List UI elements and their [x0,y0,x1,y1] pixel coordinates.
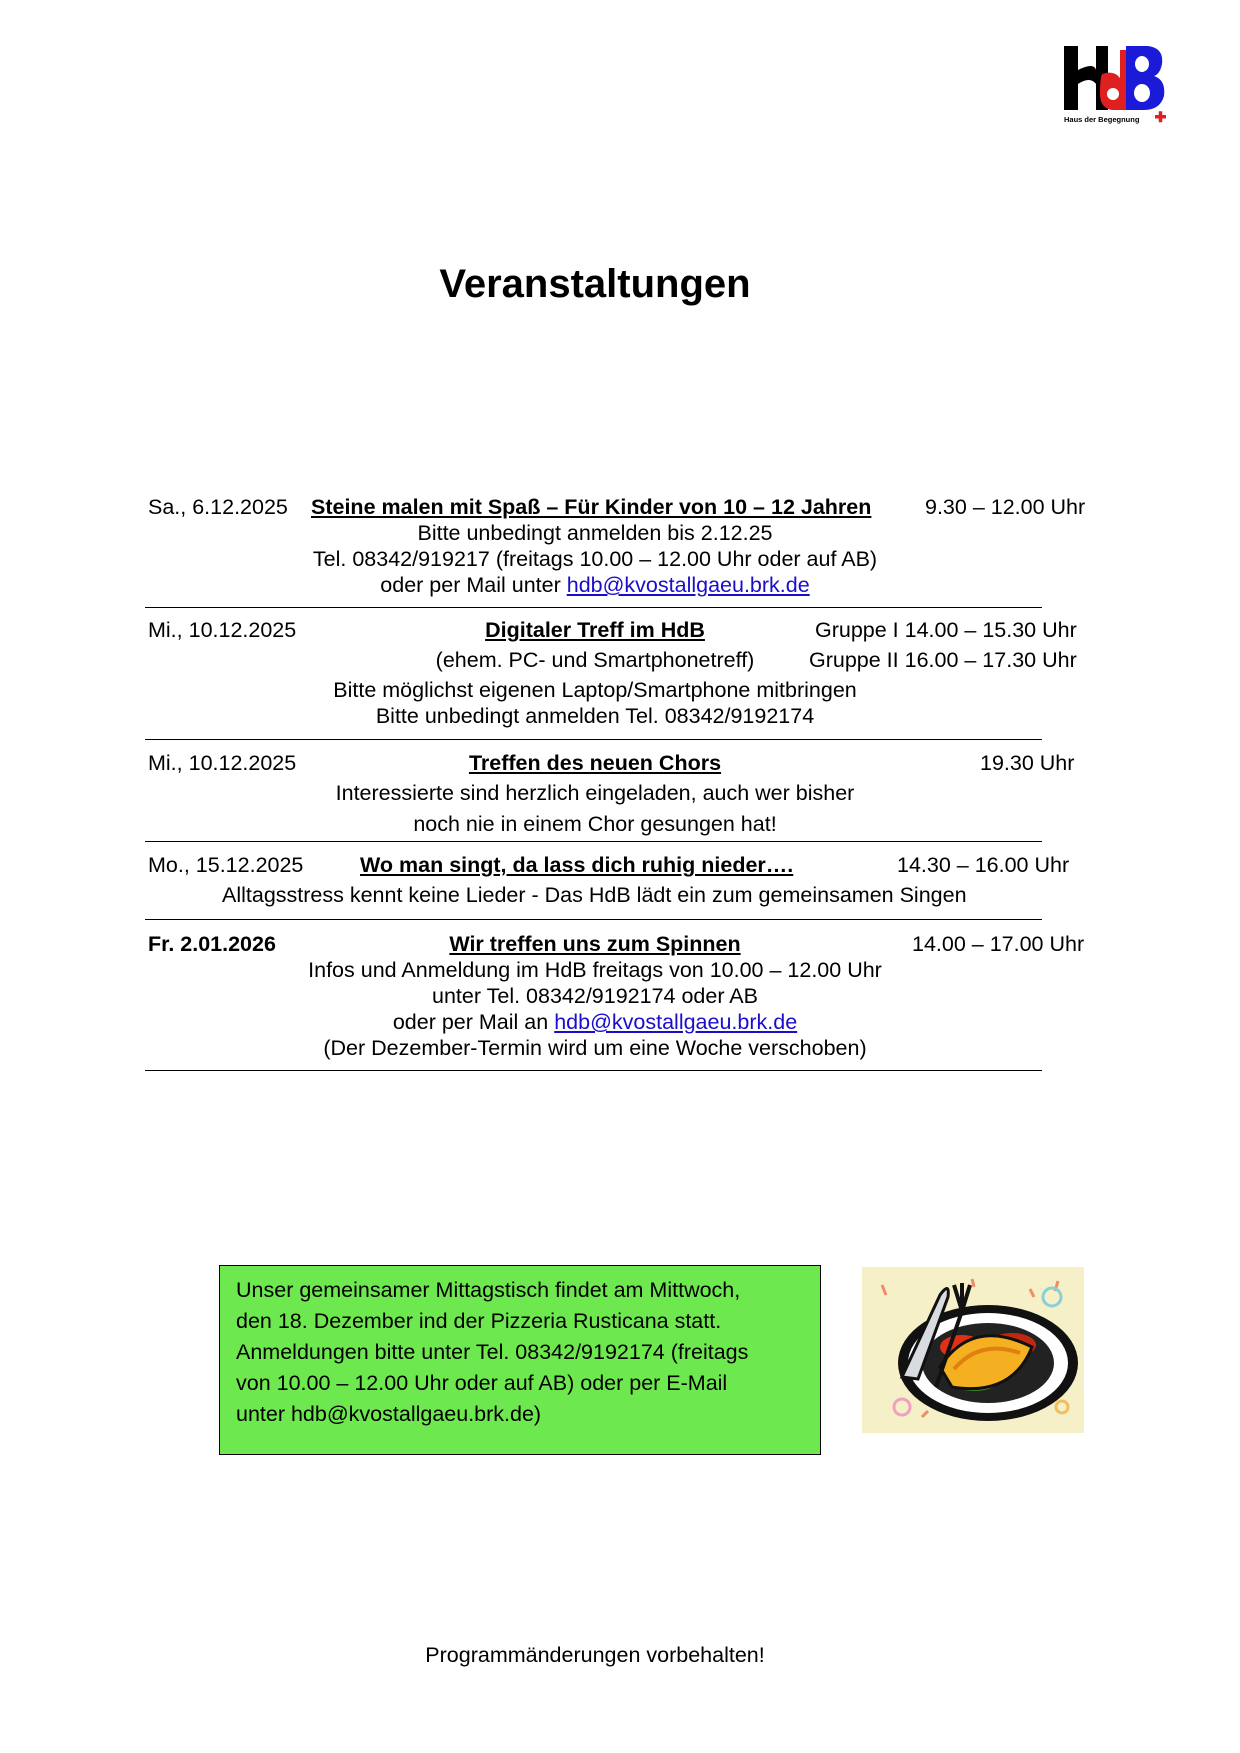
lunch-line-5: unter hdb@kvostallgaeu.brk.de) [236,1402,542,1426]
event-5-info-1: Infos und Anmeldung im HdB freitags von 10.00 – 12.00 Uhr [308,958,882,982]
event-1-email-link[interactable]: hdb@kvostallgaeu.brk.de [566,573,810,597]
event-5-title: Wir treffen uns zum Spinnen [449,932,741,956]
event-2-time-group-2: Gruppe II 16.00 – 17.30 Uhr [809,648,1077,672]
event-5-email-link[interactable]: hdb@kvostallgaeu.brk.de [554,1010,798,1034]
event-2-title: Digitaler Treff im HdB [485,618,705,642]
hdb-logo-graphic [1060,40,1170,130]
event-2-time-group-1: Gruppe I 14.00 – 15.30 Uhr [815,618,1077,642]
hdb-logo [1060,40,1170,130]
event-1-info-3 [130,572,1060,598]
event-1-info-1: Bitte unbedingt anmelden bis 2.12.25 [417,521,773,545]
event-1-title: Steine malen mit Spaß – Für Kinder von 10 – 12 Jahren [311,495,872,519]
event-1-mail-prefix: oder per Mail unter [380,573,561,597]
page-title: Veranstaltungen [439,262,751,306]
event-5-info-3 [130,1009,1060,1035]
event-4-time: 14.30 – 16.00 Uhr [897,853,1070,877]
divider [145,841,1042,842]
event-1-info-2: Tel. 08342/919217 (freitags 10.00 – 12.00 Uhr oder auf AB) [312,547,878,571]
event-1-time: 9.30 – 12.00 Uhr [925,495,1086,519]
lunch-line-3: Anmeldungen bitte unter Tel. 08342/9192174 (freitags [236,1340,749,1364]
divider [145,1070,1042,1071]
lunch-info-box [219,1265,821,1455]
event-2-info-2: Bitte unbedingt anmelden Tel. 08342/9192174 [375,704,815,728]
event-3-info-1: Interessierte sind herzlich eingeladen, auch wer bisher [335,781,855,805]
footer-note: Programmänderungen vorbehalten! [425,1643,765,1667]
event-3-info-2: noch nie in einem Chor gesungen hat! [413,812,777,836]
event-5-date: Fr. 2.01.2026 [148,932,276,956]
event-4-info-1: Alltagsstress kennt keine Lieder - Das HdB lädt ein zum gemeinsamen Singen [222,883,967,907]
logo-subtitle: Haus der Begegnung [1064,115,1140,124]
event-5-time: 14.00 – 17.00 Uhr [912,932,1085,956]
event-5-info-2: unter Tel. 08342/9192174 oder AB [432,984,758,1008]
event-3-time: 19.30 Uhr [980,751,1075,775]
event-2-subtitle: (ehem. PC- und Smartphonetreff) [435,648,755,672]
event-5-mail-prefix: oder per Mail an [392,1010,549,1034]
divider [145,739,1042,740]
lunch-line-1: Unser gemeinsamer Mittagstisch findet am Mittwoch, [236,1278,741,1302]
event-5-info-4: (Der Dezember-Termin wird um eine Woche verschoben) [323,1036,867,1060]
lunch-line-4: von 10.00 – 12.00 Uhr oder auf AB) oder per E-Mail [236,1371,728,1395]
food-plate-icon [862,1267,1084,1433]
event-2-date: Mi., 10.12.2025 [148,618,297,642]
event-3-date: Mi., 10.12.2025 [148,751,297,775]
event-4-date: Mo., 15.12.2025 [148,853,304,877]
event-1-date: Sa., 6.12.2025 [148,495,288,519]
divider [145,607,1042,608]
divider [145,919,1042,920]
event-3-title: Treffen des neuen Chors [468,751,722,775]
event-4-title: Wo man singt, da lass dich ruhig nieder…. [360,853,794,877]
lunch-line-2: den 18. Dezember ind der Pizzeria Rusticana statt. [236,1309,722,1333]
event-2-info-1: Bitte möglichst eigenen Laptop/Smartphone mitbringen [333,678,857,702]
